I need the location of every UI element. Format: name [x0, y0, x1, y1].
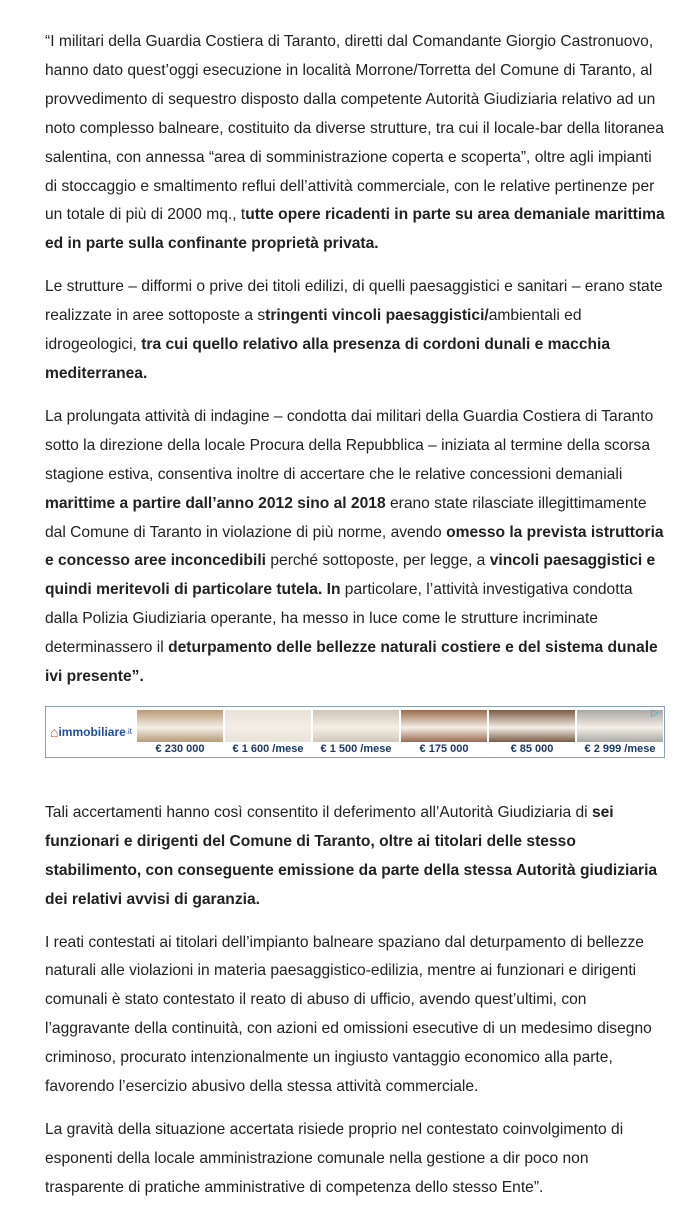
- listing-photo: [313, 710, 399, 742]
- text-segment: La gravità della situazione accertata risiede proprio nel contestato coinvolgimento di esponenti della locale amministrazione comunale nella gestione a dir poco non trasparente di pratiche amministrative di competenza dello stesso Ente”.: [45, 1121, 624, 1196]
- logo-mark-icon: ⌂: [49, 723, 59, 740]
- text-segment: Le strutture – difformi o prive dei titoli edilizi, di quelli paesaggistici e sanitari – erano state realizzate in aree sottoposte a s: [45, 278, 663, 325]
- listing-photo: [225, 710, 311, 742]
- text-segment-bold: vincoli paesaggistici e quindi meritevoli di particolare tutela. In: [45, 552, 656, 599]
- paragraph: [45, 273, 665, 389]
- listing-price: € 1 600 /mese: [225, 742, 311, 756]
- logo-suffix: .it: [125, 727, 133, 737]
- text-segment: perché sottoposte, per legge, a: [266, 552, 490, 570]
- adchoices-icon[interactable]: ▷: [651, 707, 659, 719]
- advertisement-banner[interactable]: [45, 706, 665, 758]
- text-segment: “I militari della Guardia Costiera di Taranto, diretti dal Comandante Giorgio Castronuovo, hanno dato quest’oggi esecuzione in località Morrone/Torretta del Comune di Taranto, al provvedimento di sequestro disposto dalla competente Autorità Giudiziaria relativo ad un noto complesso balneare, costituito da diverse strutture, tra cui il locale-bar della litoranea salentina, con annessa “area di somministrazione coperta e scoperta”, oltre agli impianti di stoccaggio e smaltimento reflui dell’attività commerciale, con le relative pertinenze per un totale di più di 2000 mq., t: [45, 33, 664, 224]
- listing-price: € 85 000: [489, 742, 575, 756]
- listing-photo: [489, 710, 575, 742]
- ad-listing[interactable]: [137, 710, 223, 756]
- text-segment: I reati contestati ai titolari dell’impianto balneare spaziano dal deturpamento di bellezze naturali alle violazioni in materia paesaggistico-edilizia, mentre ai funzionari e dirigenti comunali è stato contestato il reato di abuso di ufficio, avendo quest’ultimi, con l’aggravante della continuità, con azioni ed omissioni esecutive di un medesimo disegno criminoso, procurato intenzionalmente un ingiusto vantaggio economico alla parte, favorendo l’esercizio abusivo della stessa attività commerciale.: [45, 933, 652, 1096]
- logo-text: immobiliare: [58, 724, 126, 739]
- advertiser-logo[interactable]: [46, 707, 136, 757]
- text-segment-bold: tringenti vincoli paesaggistici/: [265, 307, 489, 325]
- text-segment-bold: tra cui quello relativo alla presenza di cordoni dunali e macchia mediterranea.: [45, 336, 611, 382]
- text-segment-bold: utte opere ricadenti in parte su area demaniale marittima ed in parte sulla confinante proprietà privata.: [45, 206, 665, 253]
- ad-listing[interactable]: [489, 710, 575, 756]
- listing-price: € 1 500 /mese: [313, 742, 399, 756]
- listing-price: € 230 000: [137, 742, 223, 756]
- paragraph: [45, 929, 665, 1102]
- text-segment-bold: omesso la prevista istruttoria e concesso aree inconcedibili: [45, 523, 664, 570]
- listing-photo: [137, 710, 223, 742]
- text-segment-bold: sei funzionari e dirigenti del Comune di Taranto, oltre ai titolari delle stesso stabilimento, con conseguente emissione da parte della stessa Autorità giudiziaria dei relativi avvisi di garanzia.: [45, 803, 658, 908]
- text-segment: Tali accertamenti hanno così consentito il deferimento all’Autorità Giudiziaria di: [45, 803, 592, 821]
- listing-photo: [401, 710, 487, 742]
- text-segment-bold: deturpamento delle bellezze naturali costiere e del sistema dunale ivi presente”.: [45, 639, 658, 686]
- article-body: [45, 28, 665, 1217]
- text-segment: ambientali ed idrogeologici,: [45, 307, 582, 354]
- paragraph: [45, 1116, 665, 1203]
- ad-listing[interactable]: [313, 710, 399, 756]
- ad-listings: [137, 707, 665, 756]
- listing-price: € 175 000: [401, 742, 487, 756]
- paragraph: [45, 403, 665, 692]
- text-segment-bold: marittime a partire dall’anno 2012 sino al 2018: [45, 494, 386, 512]
- text-segment: La prolungata attività di indagine – condotta dai militari della Guardia Costiera di Taranto sotto la direzione della locale Procura della Repubblica – iniziata al termine della scorsa stagione estiva, consentiva inoltre di accertare che le relative concessioni demaniali: [45, 407, 654, 483]
- paragraph: [45, 28, 665, 259]
- paragraph: [45, 799, 665, 915]
- listing-price: € 2 999 /mese: [577, 742, 663, 756]
- ad-listing[interactable]: [225, 710, 311, 756]
- text-segment: particolare, l’attività investigativa condotta dalla Polizia Giudiziaria operante, ha messo in luce come le strutture incriminate determinassero il: [45, 581, 633, 657]
- text-segment: erano state rilasciate illegittimamente dal Comune di Taranto in violazione di più norme, avendo: [45, 494, 647, 541]
- ad-listing[interactable]: [401, 710, 487, 756]
